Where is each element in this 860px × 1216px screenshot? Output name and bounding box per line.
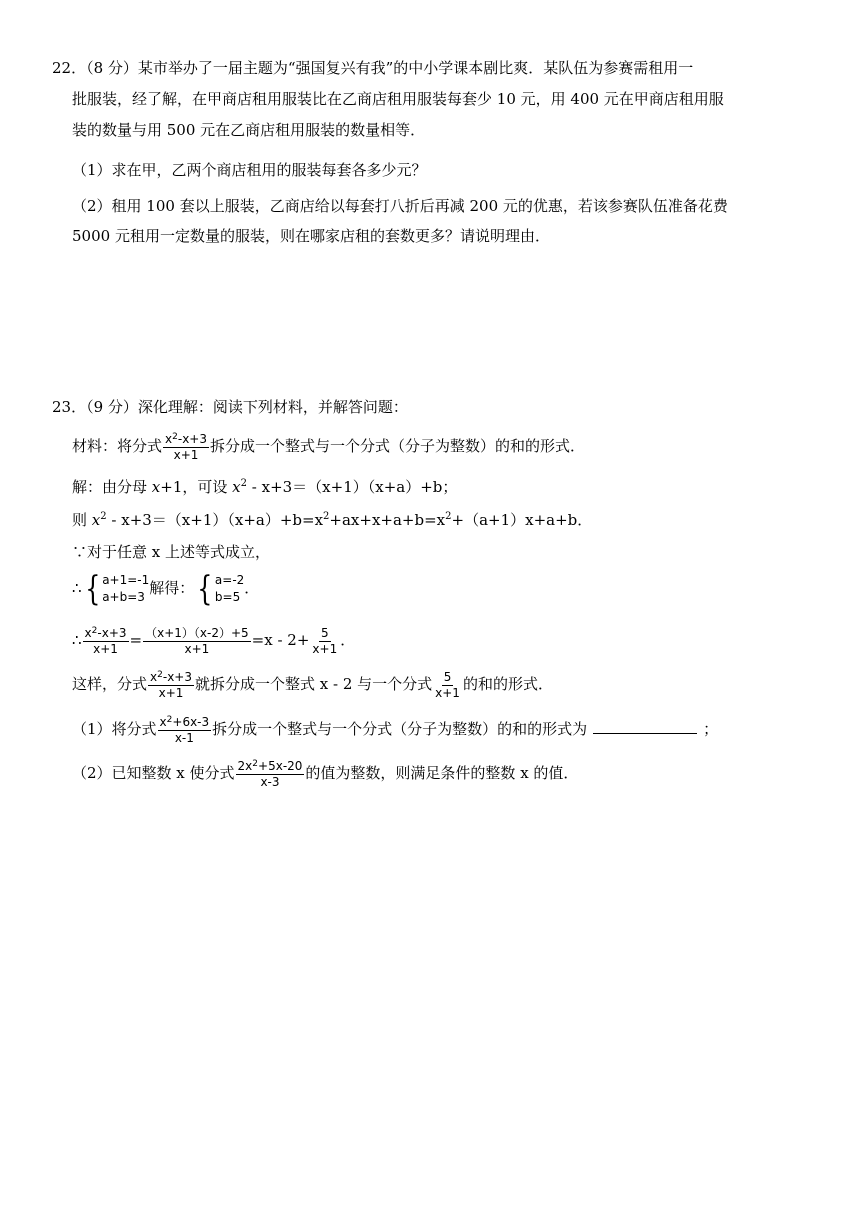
q22-line-1: 22．（8 分）某市举办了一届主题为“强国复兴有我”的中小学课本剧比爽．某队伍为参赛需租用一 bbox=[52, 59, 694, 77]
fraction-denominator: x+1 bbox=[173, 447, 199, 462]
fraction-material bbox=[163, 432, 209, 463]
fraction-part-1: $\frac{x^2+6x-3}{x-1}$ bbox=[159, 714, 210, 745]
q23-part-1: （1）将分式 $\frac{x^2+6x-3}{x-1}$ 拆分成一个整式与一个分式（分子为整数）的和的形式为 ； bbox=[72, 714, 719, 745]
q22-part-2-line-2: 5000 元租用一定数量的服装，则在哪家店租的套数更多？请说明理由． bbox=[72, 227, 550, 245]
q22-line-2: 批服装，经了解，在甲商店租用服装比在乙商店租用服装每套少 10 元，用 400 元在甲商店租用服 bbox=[72, 90, 724, 108]
q22-part-2-line-1: （2）租用 100 套以上服装，乙商店给以每套打八折后再减 200 元的优惠，若该参赛队伍准备花费 bbox=[72, 197, 728, 215]
q23-solution-line-1: 解：由分母 x+1，可设 $x^2 - x+3=(x+1)(x+a)+b$； bbox=[72, 478, 458, 496]
q23-heading: 23．（9 分）深化理解：阅读下列材料，并解答问题： bbox=[52, 398, 408, 416]
fraction-remainder: $\frac{5}{x+1}$ bbox=[312, 625, 338, 656]
q23-solution-line-3: ∵对于任意 x 上述等式成立， bbox=[72, 543, 270, 561]
q23-result-line: ∴ $\frac{x^2-x+3}{x+1}$ = $\frac{(x+1)(x-2)+5}{x+1}$ =x - 2+ $\frac{5}{x+1}$ ． bbox=[72, 625, 356, 656]
fraction-factored: $\frac{(x+1)(x-2)+5}{x+1}$ bbox=[145, 625, 249, 656]
fraction-summary-remainder: $\frac{5}{x+1}$ bbox=[435, 669, 460, 700]
q23-system-line: ∴ { a+1=-1 a+b=3 解得： { a=-2 b=5 ． bbox=[72, 569, 260, 609]
equation-system-2: { a=-2 b=5 bbox=[197, 569, 245, 609]
q22-line-3: 装的数量与用 500 元在乙商店租用服装的数量相等． bbox=[72, 121, 426, 139]
equation-system-1: { a+1=-1 a+b=3 bbox=[84, 569, 150, 609]
fraction-part-2: $\frac{2x^2+5x-20}{x-3}$ bbox=[237, 758, 303, 789]
q23-solution-line-2: 则 $x^2 - x+3=(x+1)(x+a)+b=x^2+ax+x+a+b=x^2+(a+1)x+a+b$． bbox=[72, 511, 593, 529]
fraction-original: $\frac{x^2-x+3}{x+1}$ bbox=[84, 625, 127, 656]
fraction-numerator: $x^2-x+3$ bbox=[165, 431, 207, 446]
material-label: 材料：将分式 bbox=[72, 437, 163, 455]
q23-summary-line: 这样，分式 $\frac{x^2-x+3}{x+1}$ 就拆分成一个整式 x - 2 与一个分式 $\frac{5}{x+1}$ 的和的形式． bbox=[72, 669, 553, 700]
q22-part-1: （1）求在甲，乙两个商店租用的服装每套各多少元？ bbox=[72, 161, 427, 179]
q23-part-2: （2）已知整数 x 使分式 $\frac{2x^2+5x-20}{x-3}$ 的值为整数，则满足条件的整数 x 的值． bbox=[72, 758, 579, 789]
material-text: 拆分成一个整式与一个分式（分子为整数）的和的形式． bbox=[209, 437, 585, 455]
fraction-summary: $\frac{x^2-x+3}{x+1}$ bbox=[150, 669, 192, 700]
answer-blank[interactable] bbox=[593, 719, 697, 734]
q23-material-line bbox=[72, 428, 585, 464]
